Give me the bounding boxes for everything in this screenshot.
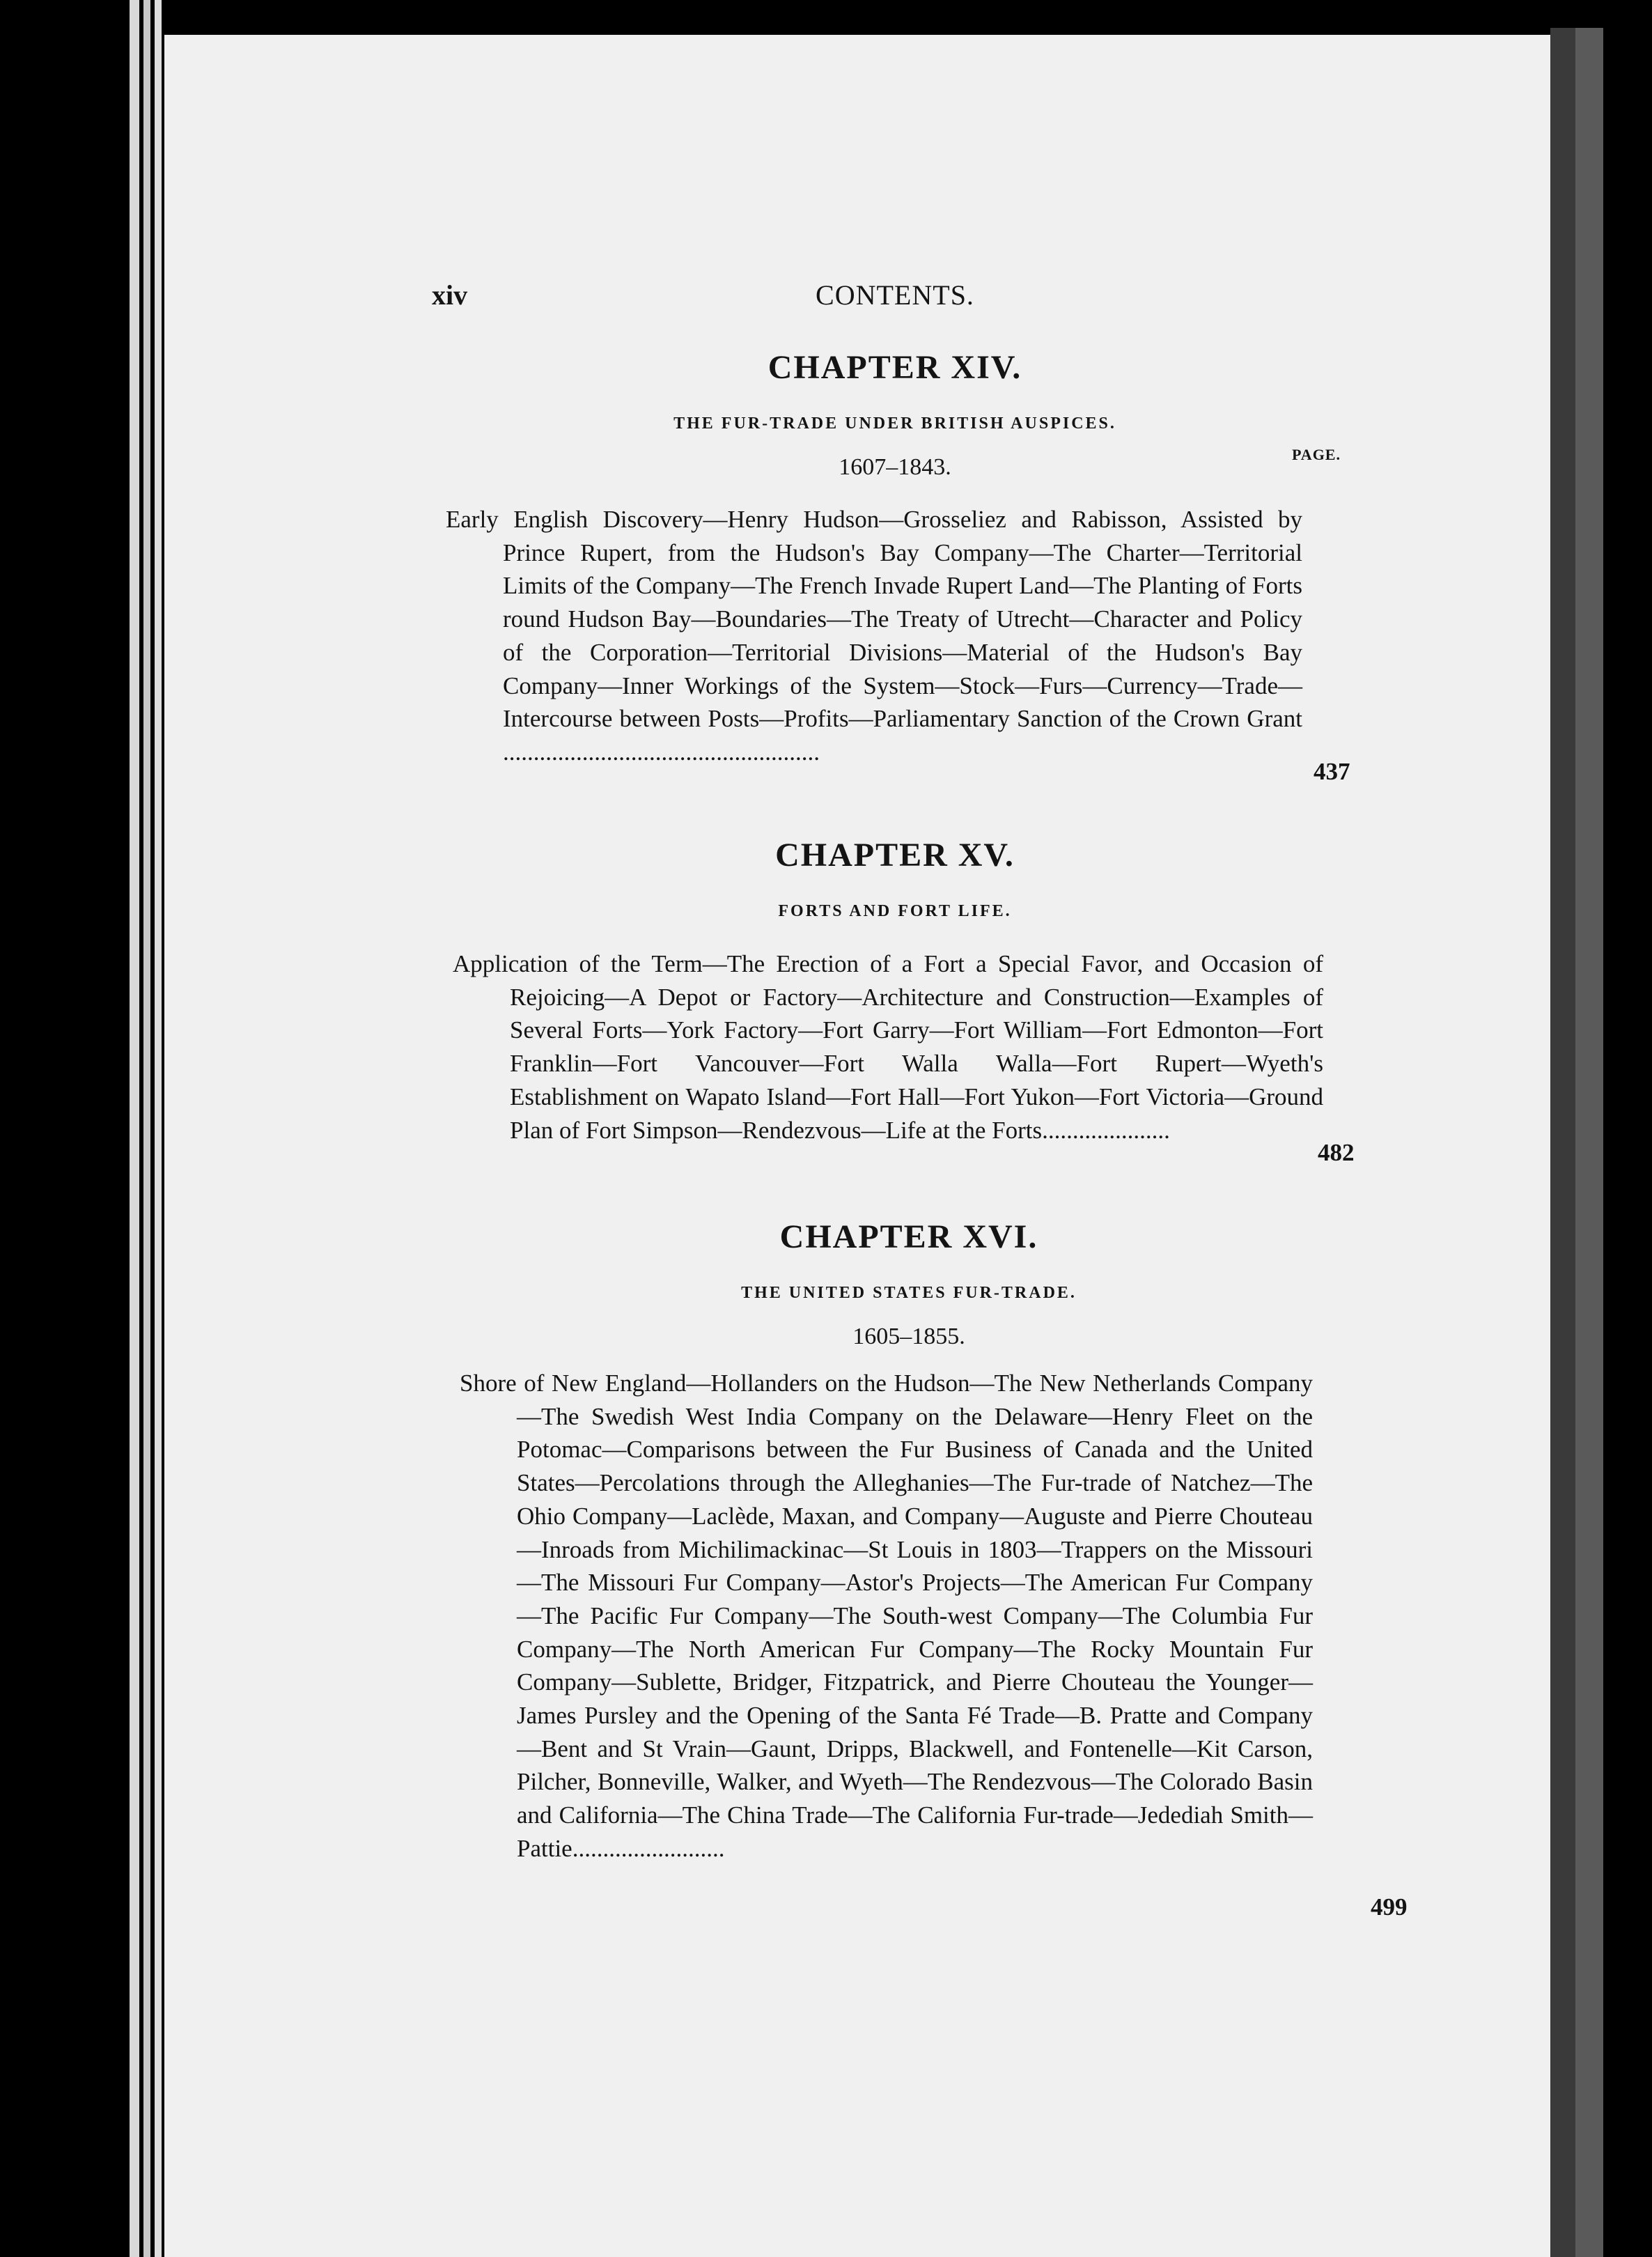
page-folio: xiv [432,279,468,311]
chapter-title: CHAPTER XVI. [779,1218,1038,1255]
chapter-title: CHAPTER XIV. [767,349,1022,386]
chapter-summary [453,947,1323,1147]
page-edge [155,0,162,2257]
page-number: 482 [1318,1139,1355,1166]
page-number: 437 [1314,758,1350,785]
chapter-heading [446,1218,1372,1350]
chapter-subtitle: THE FUR-TRADE UNDER BRITISH AUSPICES. [673,414,1116,433]
chapter-heading [432,348,1358,481]
summary-text: Application of the Term—The Erection of a Fort a Special Favor, and Occasion of Rejoicing—A Depot or Factory—Architecture and Construction—Examples of Several Forts—York Factory—Fort Garry—Fort William—Fort Edmonton—Fort Franklin—Fort Vancouver—Fort Walla Walla—Fort Rupert—Wyeth's Establishment on Wapato Island—Fort Hall—Fort Yukon—Fort Victoria—Ground Plan of Fort Simpson—Rendezvous—Life at the Forts..................... [453,950,1323,1144]
chapter-title: CHAPTER XV. [775,837,1015,874]
page-edge [143,0,150,2257]
running-head [432,279,1602,320]
chapter-dates: 1605–1855. [852,1324,965,1349]
summary-text: Early English Discovery—Henry Hudson—Grosseliez and Rabisson, Assisted by Prince Rupert, from the Hudson's Bay Company—The Charter—Territorial Limits of the Company—The French Invade Rupert Land—The Planting of Forts round Hudson Bay—Boundaries—The Treaty of Utrecht—Character and Policy of the Corporation—Territorial Divisions—Material of the Hudson's Bay Company—Inner Workings of the System—Stock—Furs—Currency—Trade—Intercourse between Posts—Profits—Parliamentary Sanction of the Crown Grant .................................................... [446,506,1302,766]
page-number: 499 [1371,1893,1408,1921]
chapter-summary [446,503,1302,769]
binding-shadow [1550,28,1575,2257]
page-edge [130,0,139,2257]
chapter-heading [432,836,1358,921]
chapter-subtitle: FORTS AND FORT LIFE. [778,902,1012,920]
chapter-dates: 1607–1843. [839,454,951,480]
chapter-summary [460,1367,1313,1866]
binding-shadow [1575,28,1603,2257]
summary-text: Shore of New England—Hollanders on the Hudson—The New Netherlands Company—The Swedish West India Company on the Delaware—Henry Fleet on the Potomac—Comparisons between the Fur Business of Canada and the United States—Percolations through the Alleghanies—The Fur-trade of Natchez—The Ohio Company—Laclède, Maxan, and Company—Auguste and Pierre Chouteau—Inroads from Michilimackinac—St Louis in 1803—Trappers on the Missouri—The Missouri Fur Company—Astor's Projects—The American Fur Company—The Pacific Fur Company—The South-west Company—The Columbia Fur Company—The North American Fur Company—The Rocky Mountain Fur Company—Sublette, Bridger, Fitzpatrick, and Pierre Chouteau the Younger—James Pursley and the Opening of the Santa Fé Trade—B. Pratte and Company—Bent and St Vrain—Gaunt, Dripps, Blackwell, and Fontenelle—Kit Carson, Pilcher, Bonneville, Walker, and Wyeth—The Rendezvous—The Colorado Basin and California—The China Trade—The California Fur-trade—Jedediah Smith—Pattie......................... [460,1370,1313,1862]
chapter-subtitle: THE UNITED STATES FUR-TRADE. [741,1284,1077,1302]
page-column-label: PAGE. [1292,446,1341,463]
running-title: CONTENTS. [816,279,974,311]
